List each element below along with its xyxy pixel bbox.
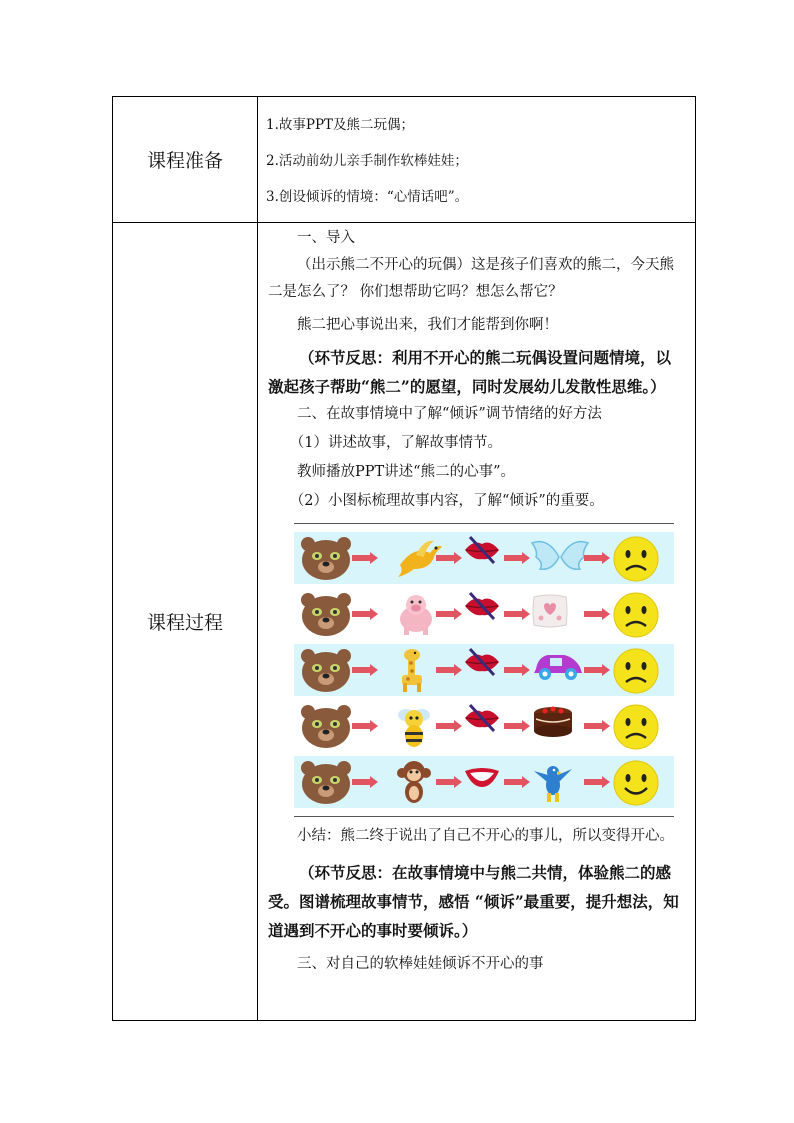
arrow-icon [436, 552, 462, 564]
reflection: （环节反思：利用不开心的熊二玩偶设置问题情境，以激起孩子帮助“熊二”的愿望，同时发展幼儿发散性思维。） [268, 348, 672, 396]
story-row [294, 756, 674, 808]
wings-icon [530, 535, 590, 581]
bee-icon [394, 703, 434, 749]
happy-face-icon [612, 759, 660, 805]
reflection: （环节反思：在故事情境中与熊二共情，体验熊二的感受。图谱梳理故事情节，感悟 “倾诉”最重要，提升想法，知道遇到不开心的事时要倾诉。） [268, 863, 679, 940]
toy-car-icon [530, 647, 586, 693]
prep-item: 3.创设倾诉的情境：“心情话吧”。 [266, 189, 469, 205]
open-lips-icon [462, 759, 502, 805]
paragraph: （出示熊二不开心的玩偶）这是孩子们喜欢的熊二，今天熊二是怎么了？ 你们想帮助它吗？想怎么帮它？ [268, 257, 674, 300]
arrow-icon [436, 776, 462, 788]
lesson-table [112, 96, 696, 1021]
sad-face-icon [612, 591, 660, 637]
parrot-icon [530, 759, 576, 805]
sad-face-icon [612, 535, 660, 581]
bear-icon [300, 703, 352, 749]
crossed-lips-icon [462, 647, 502, 693]
crossed-lips-icon [462, 591, 502, 637]
prep-label: 课程准备 [113, 97, 258, 223]
arrow-icon [504, 552, 530, 564]
bear-icon [300, 591, 352, 637]
paragraph: 教师播放PPT讲述“熊二的心事”。 [297, 464, 516, 480]
prep-item: 2.活动前幼儿亲手制作软棒娃娃； [266, 153, 468, 169]
sad-face-icon [612, 647, 660, 693]
arrow-icon [504, 720, 530, 732]
arrow-icon [352, 608, 378, 620]
story-icon-chart [294, 523, 674, 817]
pillow-icon [530, 591, 570, 637]
arrow-icon [584, 720, 610, 732]
story-row [294, 532, 674, 584]
section-title: 二、在故事情境中了解“倾诉”调节情绪的好方法 [297, 406, 602, 422]
pig-icon [394, 591, 438, 637]
arrow-icon [584, 776, 610, 788]
section-title: 三、对自己的软棒娃娃倾诉不开心的事 [297, 956, 544, 972]
prep-content [258, 97, 696, 223]
arrow-icon [584, 664, 610, 676]
bear-icon [300, 535, 352, 581]
prep-row [113, 97, 696, 223]
bear-icon [300, 759, 352, 805]
story-row [294, 644, 674, 696]
arrow-icon [504, 776, 530, 788]
giraffe-icon [394, 647, 430, 693]
monkey-icon [394, 759, 434, 805]
prep-item: 1.故事PPT及熊二玩偶； [266, 117, 415, 133]
sad-face-icon [612, 703, 660, 749]
story-row [294, 588, 674, 640]
arrow-icon [352, 720, 378, 732]
paragraph: 熊二把心事说出来，我们才能帮到你啊！ [297, 317, 558, 333]
cake-icon [530, 703, 576, 749]
process-label: 课程过程 [113, 223, 258, 1021]
section-title: 一、导入 [297, 230, 355, 246]
summary: 小结：熊二终于说出了自己不开心的事儿，所以变得开心。 [297, 828, 674, 844]
crossed-lips-icon [462, 703, 502, 749]
arrow-icon [352, 776, 378, 788]
arrow-icon [504, 664, 530, 676]
arrow-icon [436, 664, 462, 676]
process-row [113, 223, 696, 1021]
bear-icon [300, 647, 352, 693]
story-row [294, 700, 674, 752]
arrow-icon [436, 608, 462, 620]
step: （2）小图标梳理故事内容，了解“倾诉”的重要。 [289, 493, 604, 509]
crossed-lips-icon [462, 535, 502, 581]
arrow-icon [352, 552, 378, 564]
arrow-icon [584, 552, 610, 564]
arrow-icon [504, 608, 530, 620]
process-content [258, 223, 696, 1021]
arrow-icon [436, 720, 462, 732]
arrow-icon [584, 608, 610, 620]
step: （1）讲述故事，了解故事情节。 [289, 435, 502, 451]
arrow-icon [352, 664, 378, 676]
